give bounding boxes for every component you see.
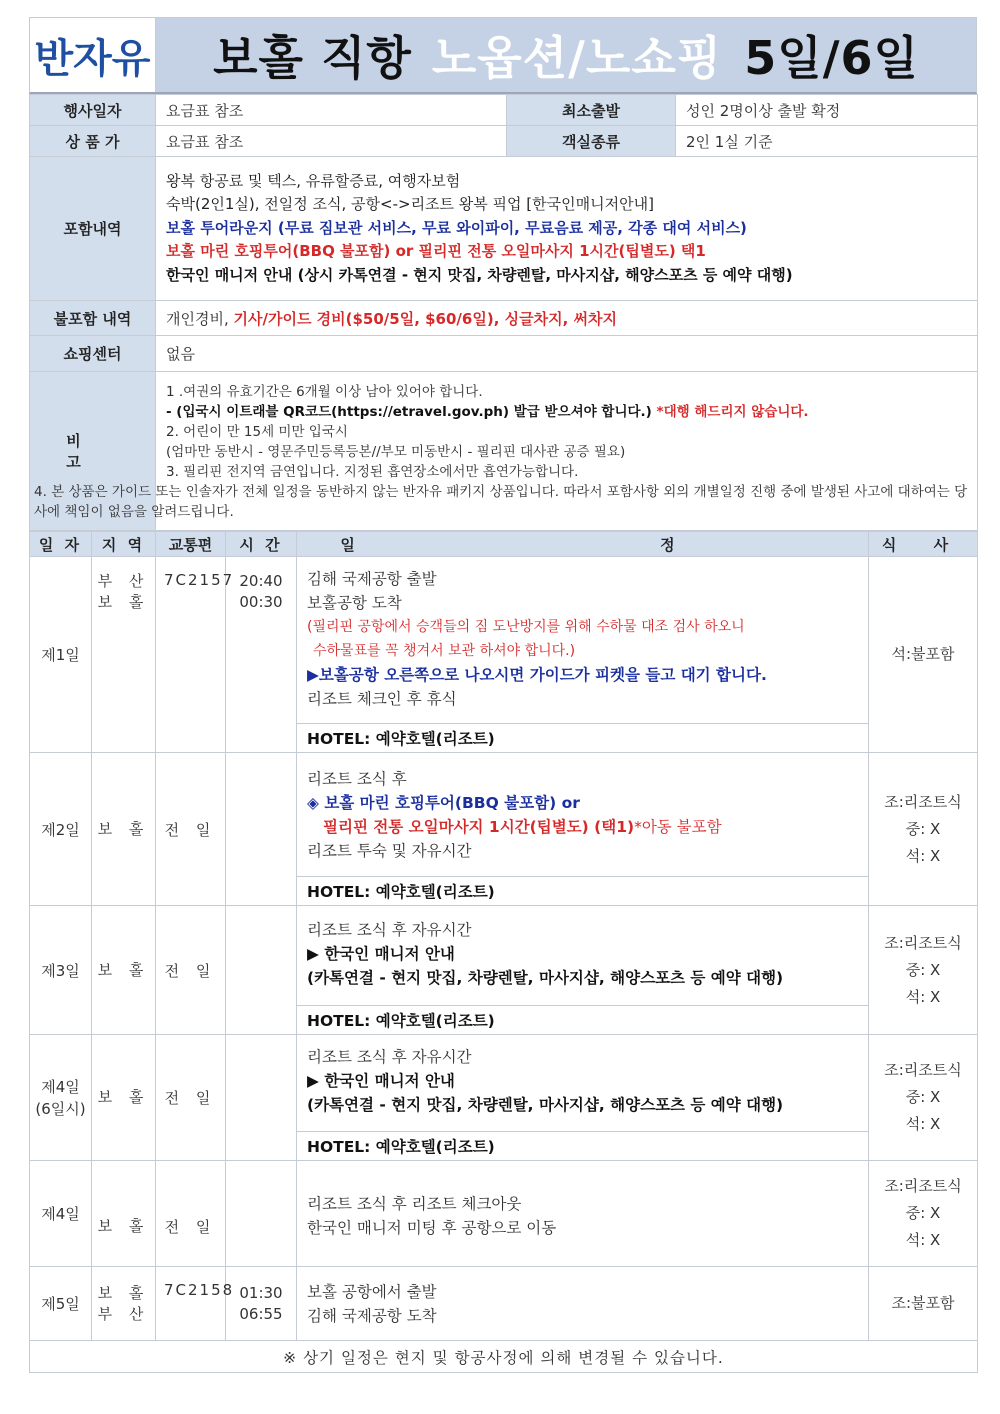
transport-cell: 전 일 [156, 1035, 226, 1161]
region-cell: 보 홀 [92, 753, 156, 906]
region-cell: 보 홀 부 산 [92, 1267, 156, 1341]
hotel-line: HOTEL: 예약호텔(리조트) [297, 1131, 868, 1160]
time-cell: 20:40 00:30 [226, 557, 297, 753]
col-transport: 교통편 [156, 532, 226, 557]
footer-note: ※ 상기 일정은 현지 및 항공사정에 의해 변경될 수 있습니다. [30, 1341, 978, 1373]
included-label: 포함내역 [30, 157, 156, 301]
note-line: 4. 본 상품은 가이드 또는 인솔자가 전체 일정을 동반하지 않는 반자유 패키지 상품입니다. 따라서 포함사항 외의 개별일정 진행 중에 발생된 사고에 대하여는 당사에 책임이 없음을 알려드립니다. [34, 484, 968, 520]
col-meal: 식 사 [869, 532, 978, 557]
hopping-option: ◈ 보홀 마린 호핑투어(BBQ 불포함) or [307, 794, 580, 812]
day-label: 제4일 [30, 1161, 92, 1267]
day-row-4b [30, 1161, 978, 1267]
included-lounge: 보홀 투어라운지 (무료 짐보관 서비스, 무료 와이파이, 무료음료 제공, 각종 대여 서비스) [166, 218, 747, 237]
schedule-cell: 보홀 공항에서 출발 김해 국제공항 도착 [297, 1267, 869, 1341]
itinerary-sheet [29, 17, 977, 1373]
excluded-value [156, 301, 978, 336]
schedule-cell: 리조트 조식 후 자유시간 ▶ 한국인 매니저 안내 (카톡연결 - 현지 맛집, 차량렌탈, 마사지샵, 해양스포츠 등 예약 대행) HOTEL: 예약호텔(리조트) [297, 1035, 869, 1161]
transport-cell: 전 일 [156, 1161, 226, 1267]
min-depart-value: 성인 2명이상 출발 확정 [676, 95, 978, 126]
room-label: 객실종류 [507, 126, 676, 157]
region-cell: 보 홀 [92, 906, 156, 1035]
price-value: 요금표 참조 [156, 126, 507, 157]
meal-cell: 조:불포함 [869, 1267, 978, 1341]
transport-cell: 전 일 [156, 906, 226, 1035]
region-cell: 부 산 보 홀 [92, 557, 156, 753]
flight-number: 7C2157 [156, 557, 226, 753]
day-row-1 [30, 557, 978, 753]
transport-cell: 전 일 [156, 753, 226, 906]
depart-date-label: 행사일자 [30, 95, 156, 126]
hotel-line: HOTEL: 예약호텔(리조트) [297, 876, 868, 905]
excluded-red: 기사/가이드 경비($50/5일, $60/6일), 싱글차지, 써차지 [233, 309, 617, 328]
note-line: 2. 어린이 만 15세 미만 입국시 [166, 424, 348, 440]
room-value: 2인 1실 기준 [676, 126, 978, 157]
included-manager: 한국인 매니저 안내 (상시 카톡연결 - 현지 맛집, 차량렌탈, 마사지샵, 해양스포츠 등 예약 대행) [166, 265, 793, 284]
note-etravel: - (입국시 이트래블 QR코드(https://etravel.gov.ph) 발급 받으셔야 합니다.) *대행 해드리지 않습니다. [166, 404, 809, 420]
schedule-cell: 김해 국제공항 출발 보홀공항 도착 (필리핀 공항에서 승객들의 짐 도난방지를 위해 수하물 대조 검사 하오니 수하물표를 꼭 챙겨서 보관 하셔야 합니다.) ▶보홀공항 오른쪽으로 나오시면 가이드가 피켓을 들고 대기 합니다. 리조트 체크인 후 휴식 HOTEL: 예약호텔(리조트) [297, 557, 869, 753]
col-time: 시 간 [226, 532, 297, 557]
col-day: 일 자 [30, 532, 92, 557]
meal-cell: 조:리조트식 중: X 석: X [869, 1161, 978, 1267]
day-row-4a [30, 1035, 978, 1161]
schedule-cell: 리조트 조식 후 자유시간 ▶ 한국인 매니저 안내 (카톡연결 - 현지 맛집, 차량렌탈, 마사지샵, 해양스포츠 등 예약 대행) HOTEL: 예약호텔(리조트) [297, 906, 869, 1035]
time-cell [226, 1161, 297, 1267]
day-row-2 [30, 753, 978, 906]
title-header [29, 17, 977, 94]
day-label: 제3일 [30, 906, 92, 1035]
time-cell [226, 753, 297, 906]
massage-option: 필리핀 전통 오일마사지 1시간(팁별도) (택1)*아동 불포함 [323, 818, 722, 836]
flight-number: 7C2158 [156, 1267, 226, 1341]
hotel-line: HOTEL: 예약호텔(리조트) [297, 1005, 868, 1034]
note-line: 3. 필리핀 전지역 금연입니다. 지정된 흡연장소에서만 흡연가능합니다. [166, 464, 579, 480]
meal-cell: 조:리조트식 중: X 석: X [869, 1035, 978, 1161]
info-table [29, 94, 978, 531]
col-schedule: 일 정 [297, 532, 869, 557]
manager-notice: ▶ 한국인 매니저 안내 [307, 1072, 455, 1090]
page-title [156, 18, 976, 92]
meal-cell: 조:리조트식 중: X 석: X [869, 906, 978, 1035]
price-label: 상 품 가 [30, 126, 156, 157]
notes-label: 비 고 [30, 372, 156, 531]
time-cell: 01:30 06:55 [226, 1267, 297, 1341]
title-destination: 보홀 직항 [213, 31, 412, 85]
manager-notice: ▶ 한국인 매니저 안내 [307, 945, 455, 963]
region-cell: 보 홀 [92, 1035, 156, 1161]
shopping-label: 쇼핑센터 [30, 336, 156, 372]
included-list [156, 157, 978, 301]
min-depart-label: 최소출발 [507, 95, 676, 126]
meal-cell: 조:리조트식 중: X 석: X [869, 753, 978, 906]
included-line: 왕복 항공료 및 텍스, 유류할증료, 여행자보험 [166, 171, 461, 190]
note-line: 1 .여권의 유효기간은 6개월 이상 남아 있어야 합니다. [166, 384, 483, 400]
meal-cell: 석:불포함 [869, 557, 978, 753]
note-line: (엄마만 동반시 - 영문주민등록등본//부모 미동반시 - 필리핀 대사관 공증 필요) [166, 444, 626, 460]
schedule-cell: 리조트 조식 후 리조트 체크아웃 한국인 매니저 미팅 후 공항으로 이동 [297, 1161, 869, 1267]
title-duration: 5일/6일 [744, 31, 919, 85]
time-cell [226, 1035, 297, 1161]
col-region: 지 역 [92, 532, 156, 557]
day-label: 제4일 (6일시) [30, 1035, 92, 1161]
day-label: 제2일 [30, 753, 92, 906]
schedule-cell: 리조트 조식 후 ◈ 보홀 마린 호핑투어(BBQ 불포함) or 필리핀 전통 오일마사지 1시간(팁별도) (택1)*아동 불포함 리조트 투숙 및 자유시간 HOTEL: 예약호텔(리조트) [297, 753, 869, 906]
included-line: 숙박(2인1실), 전일정 조식, 공항<->리조트 왕복 픽업 [한국인매니저안내] [166, 195, 654, 214]
shopping-value: 없음 [156, 336, 978, 372]
time-cell [226, 906, 297, 1035]
included-option: 보홀 마린 호핑투어(BBQ 불포함) or 필리핀 전통 오일마사지 1시간(팁별도) 택1 [166, 242, 706, 261]
day-label: 제1일 [30, 557, 92, 753]
day-row-3 [30, 906, 978, 1035]
region-cell: 보 홀 [92, 1161, 156, 1267]
depart-date-value: 요금표 참조 [156, 95, 507, 126]
excluded-plain: 개인경비, [166, 309, 234, 328]
hotel-line: HOTEL: 예약호텔(리조트) [297, 723, 868, 752]
pickup-notice: ▶보홀공항 오른쪽으로 나오시면 가이드가 피켓을 들고 대기 합니다. [307, 666, 767, 684]
day-row-5 [30, 1267, 978, 1341]
brand-label: 반자유 [30, 18, 156, 92]
day-label: 제5일 [30, 1267, 92, 1341]
excluded-label: 불포함 내역 [30, 301, 156, 336]
itinerary-table [29, 531, 978, 1373]
title-option: 노옵션/노쇼핑 [431, 31, 723, 85]
